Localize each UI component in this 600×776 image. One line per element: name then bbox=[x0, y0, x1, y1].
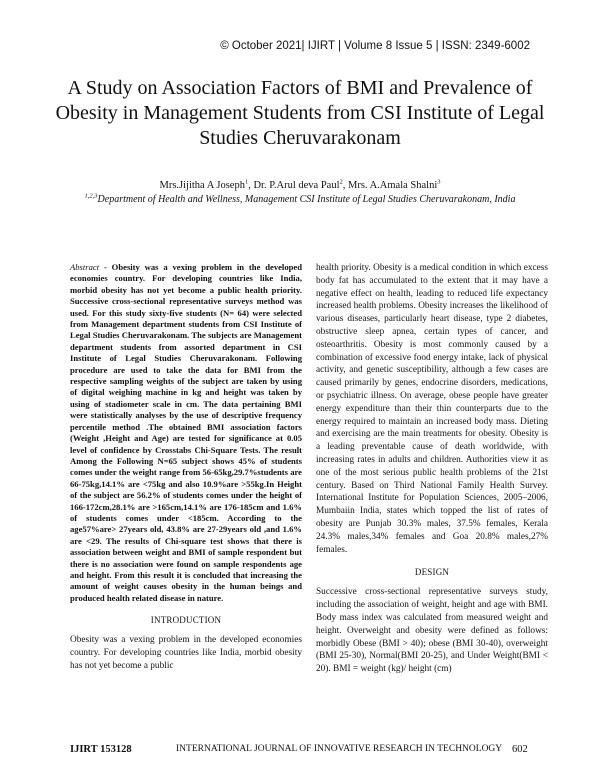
affiliation bbox=[70, 193, 530, 207]
page-number: 602 bbox=[512, 744, 528, 755]
author-3-affil-mark: 3 bbox=[437, 178, 441, 186]
paper-title: A Study on Association Factors of BMI and Prevalence of Obesity in Management Students from CSI Institute of Legal Studies Cheruvarakonam bbox=[55, 77, 545, 149]
author-2-affil-mark: 2 bbox=[339, 178, 343, 186]
design-text: Successive cross-sectional representative surveys study, including the association of weight, height and age with BMI. Body mass index was calculated from measured weight and height. Overweight and obesity were defined as follows: morbidly Obese (BMI > 40); obese (BMI 30-40), overweight (BMI 25-30), Normal(BMI 20-25), and Under Weight(BMI < 20). BMI = weight (kg)/ height (cm) bbox=[316, 587, 548, 675]
footer-paper-id: IJIRT 153128 bbox=[70, 744, 132, 755]
affiliation-mark: 1,2,3 bbox=[84, 192, 98, 200]
footer-journal-name: INTERNATIONAL JOURNAL OF INNOVATIVE RESEARCH IN TECHNOLOGY bbox=[176, 744, 503, 754]
abstract-label: Abstract bbox=[70, 262, 100, 272]
introduction-text-left: Obesity was a vexing problem in the developed economies country. For developing countries like India, morbid obesity has not yet become a public bbox=[70, 635, 302, 671]
design-heading: DESIGN bbox=[414, 567, 450, 578]
author-3: A.Amala Shalni bbox=[369, 180, 438, 191]
author-1: Mrs.Jijitha A Joseph bbox=[159, 180, 245, 191]
running-header: © October 2021| IJIRT | Volume 8 Issue 5 | ISSN: 2349-6002 bbox=[220, 40, 530, 52]
abstract-text: - Obesity was a vexing problem in the developed economies country. For developing countries like India, morbid obesity has not yet become a public health priority. Successive cross-sectional representative surveys method was used. For this study sixty-five students (N= 64) were selected from Management department students from CSI Institute of Legal Studies Cheruvarakonam. The subjects are Management department students from assorted department in CSI Institute of Legal Studies Cheruvarakonam. Following procedure are used to take the data for BMI from the respective sampling weights of the subject are taken by using of digital weighing machine in kg and height was taken by using of stadiometer scale in cm. The data pertaining BMI were statistically analyses by the use of descriptive frequency percentile method .The obtained BMI association factors (Weight ,Height and Age) are tested for significance at 0.05 level of confidence by Crosstabs Chi-Square Tests. The result Among the Following N=65 subject shows 45% of students comes under the weight range from 56-65kg,29.7%students are 66-75kg,14.1% are <75kg and also 10.9%are >55kg.In Height of the subject are 56.2% of students comes under the height of 166-172cm,28.1% are >165cm,14.1% are 176-185cm and 1.6% of students comes under <185cm. According to the age57%are> 27years old, 43.8% are 27-29years old ,and 1.6% are <29. The results of Chi-square test shows that there is association between weight and BMI of sample respondent but there is no association were found on sample respondents age and height. From this result it is concluded that increasing the amount of weight causes obesity in the human beings and produced health related disease in nature. bbox=[70, 262, 302, 603]
affiliation-text: Department of Health and Wellness, Management CSI Institute of Legal Studies Cheruvarakonam, India bbox=[97, 194, 516, 205]
author-list bbox=[60, 180, 540, 191]
abstract bbox=[70, 262, 302, 604]
right-column bbox=[316, 262, 548, 676]
author-2: P.Arul deva Paul bbox=[269, 180, 340, 191]
introduction-heading: INTRODUCTION bbox=[150, 615, 222, 626]
left-column bbox=[70, 262, 302, 673]
author-separator: , Dr. bbox=[248, 180, 270, 191]
author-separator: , Mrs. bbox=[342, 180, 370, 191]
introduction-text-right: health priority. Obesity is a medical condition in which excess body fat has accumulated to the extent that it may have a negative effect on health, leading to reduced life expectancy increased health problems. Obesity increases the likelihood of various diseases, particularly heart disease, type 2 diabetes, obstructive sleep apnea, certain types of cancer, and osteoarthritis. Obesity is most commonly caused by a combination of excessive food energy intake, lack of physical activity, and genetic susceptibility, although a few cases are caused primarily by genes, endocrine disorders, medications, or psychiatric illness. On average, obese people have greater energy expenditure than their thin counterparts due to the energy required to maintain an increased body mass. Dieting and exercising are the main treatments for obesity. Obesity is a leading preventable cause of death worldwide, with increasing rates in adults and children. Authorities view it as one of the most serious public health problems of the 21st century. Based on Third National Family Health Survey. International Institute for Population Sciences, 2005–2006, Mumbaiin India, states which topped the list of rates of obesity are Punjab 30.3% males, 37.5% females, Kerala 24.3% males,34% females and Goa 20.8% males,27% females. bbox=[316, 263, 548, 555]
author-1-affil-mark: 1 bbox=[244, 178, 249, 186]
